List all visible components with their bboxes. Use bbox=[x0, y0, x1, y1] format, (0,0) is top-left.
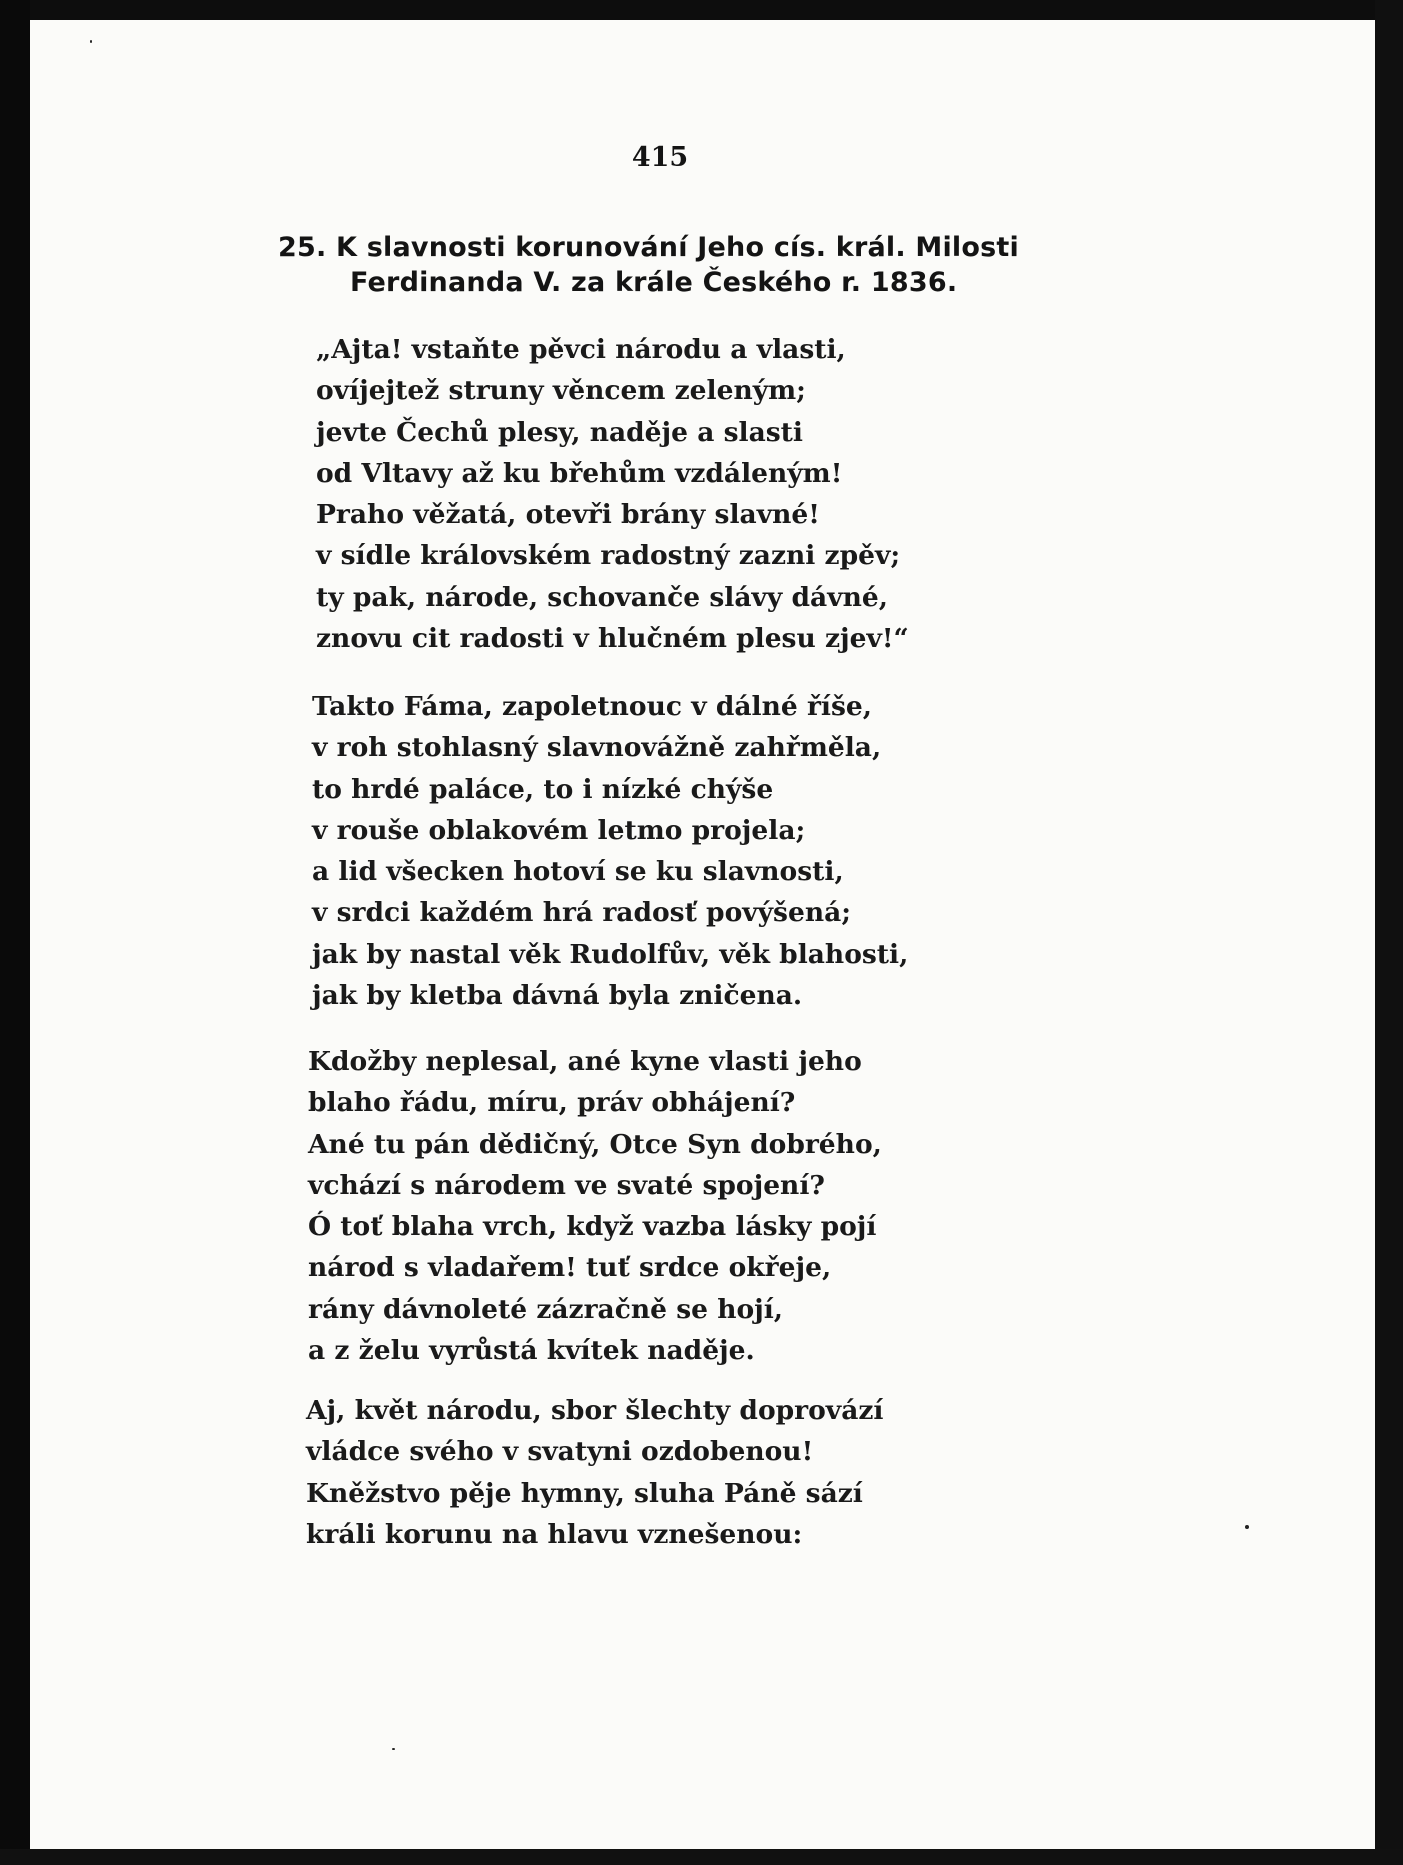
heading-line: 25. K slavnosti korunování Jeho cís. král. Milosti bbox=[278, 232, 1019, 263]
scan-border-right bbox=[1375, 0, 1403, 1865]
verse-line: národ s vladařem! tuť srdce okřeje, bbox=[308, 1252, 832, 1284]
verse-line: a z želu vyrůstá kvítek naděje. bbox=[308, 1335, 755, 1367]
heading-line: Ferdinanda V. za krále Českého r. 1836. bbox=[350, 267, 958, 298]
verse-line: jevte Čechů plesy, naděje a slasti bbox=[316, 416, 803, 448]
verse-line: Praho věžatá, otevři brány slavné! bbox=[316, 499, 820, 531]
verse-line: králi korunu na hlavu vznešenou: bbox=[306, 1518, 803, 1550]
verse-line: znovu cit radosti v hlučném plesu zjev!“ bbox=[316, 623, 909, 655]
verse-line: Kněžstvo pěje hymny, sluha Páně sází bbox=[306, 1477, 863, 1509]
verse-line: Ó toť blaha vrch, když vazba lásky pojí bbox=[308, 1211, 877, 1243]
stanza-4 bbox=[306, 1390, 1026, 1555]
stanza-3 bbox=[308, 1041, 1028, 1371]
scan-speck bbox=[1245, 1525, 1249, 1529]
poem-heading bbox=[278, 230, 1058, 300]
verse-line: od Vltavy až ku břehům vzdáleným! bbox=[316, 457, 843, 489]
verse-line: vchází s národem ve svaté spojení? bbox=[308, 1169, 825, 1201]
verse-line: v srdci každém hrá radosť povýšená; bbox=[312, 897, 852, 929]
verse-line: Takto Fáma, zapoletnouc v dálné říše, bbox=[312, 691, 872, 722]
stanza-2 bbox=[312, 686, 1032, 1016]
verse-line: „Ajta! vstaňte pěvci národu a vlasti, bbox=[316, 334, 846, 365]
verse-line: ovíjejtež struny věncem zeleným; bbox=[316, 375, 806, 407]
verse-line: Ané tu pán dědičný, Otce Syn dobrého, bbox=[308, 1128, 882, 1160]
verse-line: Aj, květ národu, sbor šlechty doprovází bbox=[306, 1395, 884, 1426]
verse-line: a lid všecken hotoví se ku slavnosti, bbox=[312, 856, 844, 888]
verse-line: vládce svého v svatyni ozdobenou! bbox=[306, 1436, 814, 1468]
scan-speck bbox=[392, 1748, 395, 1750]
verse-line: Kdožby neplesal, ané kyne vlasti jeho bbox=[308, 1046, 862, 1077]
verse-line: v sídle královském radostný zazni zpěv; bbox=[316, 540, 901, 572]
scan-border-bottom bbox=[0, 1849, 1403, 1865]
verse-line: v rouše oblakovém letmo projela; bbox=[312, 814, 806, 846]
page-number: 415 bbox=[631, 142, 689, 173]
scan-border-left bbox=[0, 0, 30, 1865]
verse-line: rány dávnoleté zázračně se hojí, bbox=[308, 1293, 784, 1325]
stanza-1 bbox=[316, 329, 1036, 659]
verse-line: jak by kletba dávná byla zničena. bbox=[312, 980, 803, 1012]
verse-line: blaho řádu, míru, práv obhájení? bbox=[308, 1087, 796, 1119]
verse-line: jak by nastal věk Rudolfův, věk blahosti, bbox=[312, 938, 909, 970]
verse-line: ty pak, národe, schovanče slávy dávné, bbox=[316, 581, 888, 613]
verse-line: v roh stohlasný slavnovážně zahřměla, bbox=[312, 732, 882, 764]
scan-speck bbox=[90, 40, 92, 43]
verse-line: to hrdé paláce, to i nízké chýše bbox=[312, 773, 774, 805]
